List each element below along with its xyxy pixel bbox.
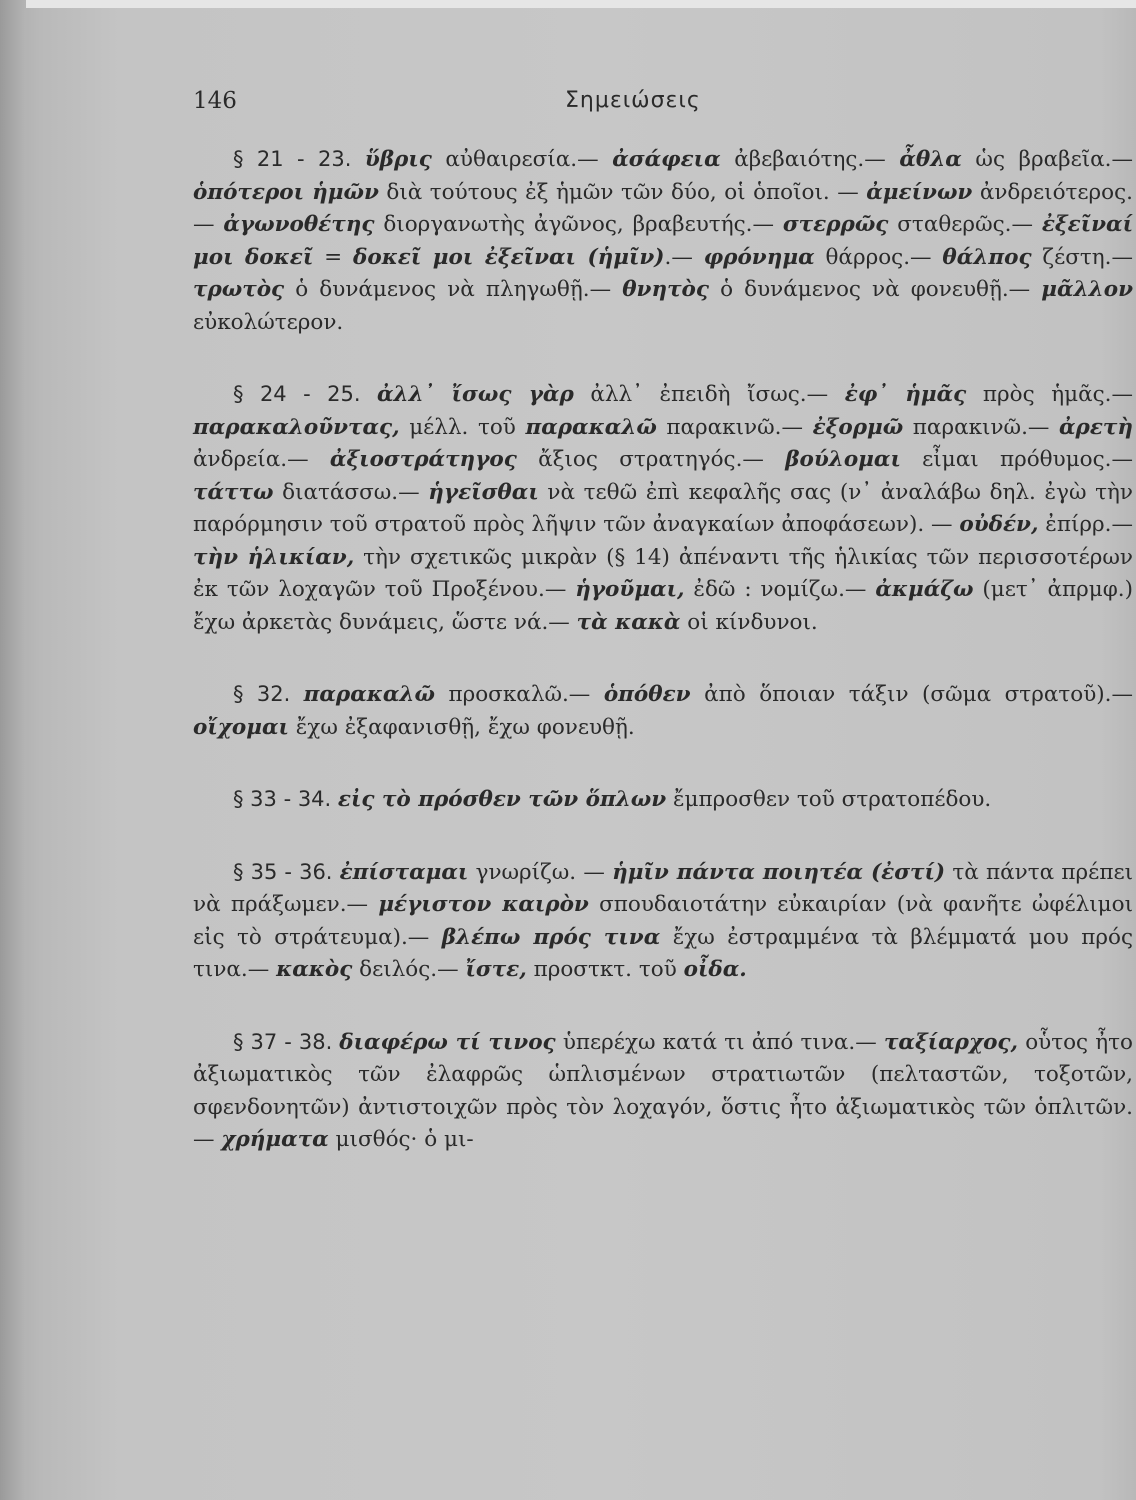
lemma-term: ἀλλ᾿ ἴσως γὰρ [376,382,574,407]
lemma-term: κακὸς [276,957,353,982]
gloss-text: τὴν σχετικῶς μικρὰν (§ 14) ἀπέναντι τῆς ἡλικίας τῶν περισσοτέρων ἐκ τῶν λοχαγῶν τοῦ Προξένου.— [193,544,1134,602]
lemma-term: ἐπίσταμαι [339,859,469,885]
lemma-term: ἡγεῖσθαι [428,479,539,505]
gloss-text: διὰ τούτους ἐξ ἡμῶν τῶν δύο, οἱ ὁποῖοι. — [378,179,867,205]
gloss-text: εἶμαι πρόθυμος.— [900,447,1133,472]
section-reference: § 32. [233,682,304,706]
lemma-term: στερρῶς [782,212,889,237]
gloss-text: ἔχω ἐστραμμένα τὰ βλέμματά μου πρός τινα.— [193,924,1133,982]
gloss-text: ἔχω ἐξαφανισθῇ, ἔχω φονευθῇ. [288,714,635,740]
gloss-text: αὐθαιρεσία.— [431,147,613,172]
lemma-term: εἰς τὸ πρόσθεν τῶν ὅπλων [337,787,667,812]
gloss-text: παρακινῶ.— [903,414,1059,440]
gloss-text: νὰ τεθῶ ἐπὶ κεφαλῆς σας (ν᾿ ἀναλάβω δηλ. ἐγὼ τὴν παρόρμησιν τοῦ στρατοῦ πρὸς λῆψιν τῶν ἀναγκαίων ἀποφάσεων). — [193,479,1133,537]
page-top-edge [0,0,1136,8]
running-head: Σημειώσεις [565,88,701,113]
gloss-text: ἄξιος στρατηγός.— [516,447,786,472]
lemma-term: ὁπόθεν [603,682,691,707]
lemma-term: ἀμείνων [866,179,973,205]
lemma-term: τὰ κακὰ [576,609,681,635]
gloss-text: ὁ δυνάμενος νὰ φονευθῇ.— [708,277,1042,302]
note-paragraph-35-36 [193,856,1133,987]
lemma-term: ἐφ᾿ ἡμᾶς [844,382,967,407]
lemma-term: βλέπω πρός τινα [441,924,661,950]
lemma-term: θνητὸς [622,277,709,302]
gloss-text: .— [664,244,704,270]
lemma-term: ἐξορμῶ [812,414,904,440]
lemma-term: ἀσάφεια [612,147,721,172]
gloss-text: ἀλλ᾿ ἐπειδὴ ἴσως.— [573,382,845,407]
lemma-term: ἆθλα [899,147,962,172]
lemma-term: παρακαλῶ [303,682,435,707]
section-reference: § 24 - 25. [233,382,377,406]
gloss-text: παρακινῶ.— [656,414,813,440]
gloss-text: ὑπερέχω κατά τι ἀπό τινα.— [555,1029,884,1055]
lemma-term: δοκεῖ μοι ἐξεῖναι (ἡμῖν) [353,244,665,270]
section-reference: § 33 - 34. [233,787,338,811]
page-header [193,88,1133,122]
gloss-text: δειλός.— [352,957,466,982]
lemma-term: ἀκμάζω [875,577,974,602]
lemma-term: ὕβρις [364,147,432,172]
lemma-term: τάττω [193,479,274,505]
lemma-term: ἐξεῖναί μοι δοκεῖ [193,212,1133,270]
gloss-text: θάρρος.— [814,244,943,270]
gloss-text: μισθός· ὁ μι- [328,1127,474,1152]
gloss-text: γνωρίζω. — [468,859,613,885]
lemma-term: φρόνημα [703,244,815,270]
gloss-text: σπουδαιοτάτην εὐκαιρίαν (νὰ φανῆτε ὠφέλιμοι εἰς τὸ στράτευμα).— [193,892,1134,950]
lemma-term: βούλομαι [785,447,901,472]
gloss-text: διατάσσω.— [273,479,429,505]
lemma-term: τὴν ἡλικίαν, [193,544,355,570]
lemma-term: ἴστε, [465,957,527,982]
note-paragraph-32 [193,678,1133,744]
gloss-text: διοργανωτὴς ἀγῶνος, βραβευτής.— [374,212,783,237]
lemma-term: μᾶλλον [1041,277,1133,302]
gloss-text: ἀπὸ ὅποιαν τάξιν (σῶμα στρατοῦ).— [690,682,1133,707]
gloss-text: = [313,244,354,270]
section-reference: § 35 - 36. [233,859,340,884]
notes-body [193,143,1133,1196]
gloss-text: ἀνδρειότερος.— [193,179,1133,237]
gloss-text: (μετ᾿ ἀπρμφ.) ἔχω ἀρκετὰς δυνάμεις, ὥστε νά.— [193,577,1134,635]
gloss-text: σταθερῶς.— [888,212,1042,237]
gloss-text: ὁ δυνάμενος νὰ πληγωθῇ.— [284,277,623,302]
gloss-text: ὡς βραβεῖα.— [961,147,1133,172]
lemma-term: ἀξιοστράτηγος [329,447,517,472]
lemma-term: χρήματα [221,1127,329,1152]
lemma-term: παρακαλοῦντας, [193,414,400,440]
gloss-text: μέλλ. τοῦ [399,414,526,440]
lemma-term: ἀρετὴ [1058,414,1133,440]
gloss-text: οἱ κίνδυνοι. [680,609,818,635]
section-reference: § 37 - 38. [233,1029,340,1054]
gloss-text: ἐπίρρ.— [1038,512,1134,537]
lemma-term: θάλπος [942,244,1032,270]
lemma-term: τρωτὸς [193,277,285,302]
gloss-text: οὗτος ἦτο ἀξιωματικὸς τῶν ἐλαφρῶς ὡπλισμένων στρατιωτῶν (πελταστῶν, τοξοτῶν, σφενδονητῶν) ἀντιστοιχῶν πρὸς τὸν λοχαγόν, ὅστις ἦτο ἀξιωματικὸς τῶν ὁπλιτῶν.— [193,1029,1133,1152]
gloss-text: ἐδῶ : νομίζω.— [684,577,876,602]
section-reference: § 21 - 23. [233,147,365,171]
lemma-term: οὐδέν, [959,512,1039,537]
note-paragraph-37-38 [193,1026,1133,1157]
lemma-term: μέγιστον καιρὸν [378,892,589,917]
gloss-text: ζέστη.— [1031,244,1134,270]
lemma-term: διαφέρω τί τινος [339,1029,556,1055]
gloss-text: προσκαλῶ.— [434,682,604,707]
lemma-term: ὁπότεροι ἡμῶν [193,179,379,205]
gloss-text: ἀνδρεία.— [193,447,330,472]
lemma-term: οἶδα. [683,957,747,982]
note-paragraph-33-34 [193,783,1133,817]
lemma-term: οἴχομαι [193,714,289,740]
gloss-text: προστκτ. τοῦ [526,957,684,982]
note-paragraph-24-25 [193,378,1133,639]
note-paragraph-21-23 [193,143,1133,339]
page-number: 146 [193,88,237,114]
lemma-term: ἡγοῦμαι, [575,577,685,602]
page-binding-edge [0,0,26,1500]
lemma-term: ταξίαρχος, [883,1029,1019,1055]
lemma-term: ἀγωνοθέτης [223,212,375,237]
gloss-text: πρὸς ἡμᾶς.— [966,382,1133,407]
lemma-term: ἡμῖν πάντα ποιητέα (ἐστί) [612,859,946,885]
gloss-text: ἔμπροσθεν τοῦ στρατοπέδου. [666,787,992,812]
gloss-text: τὰ πάντα πρέπει νὰ πράξωμεν.— [193,859,1134,917]
gloss-text: εὐκολώτερον. [193,309,344,335]
gloss-text: ἀβεβαιότης.— [720,147,900,172]
lemma-term: παρακαλῶ [525,414,657,440]
